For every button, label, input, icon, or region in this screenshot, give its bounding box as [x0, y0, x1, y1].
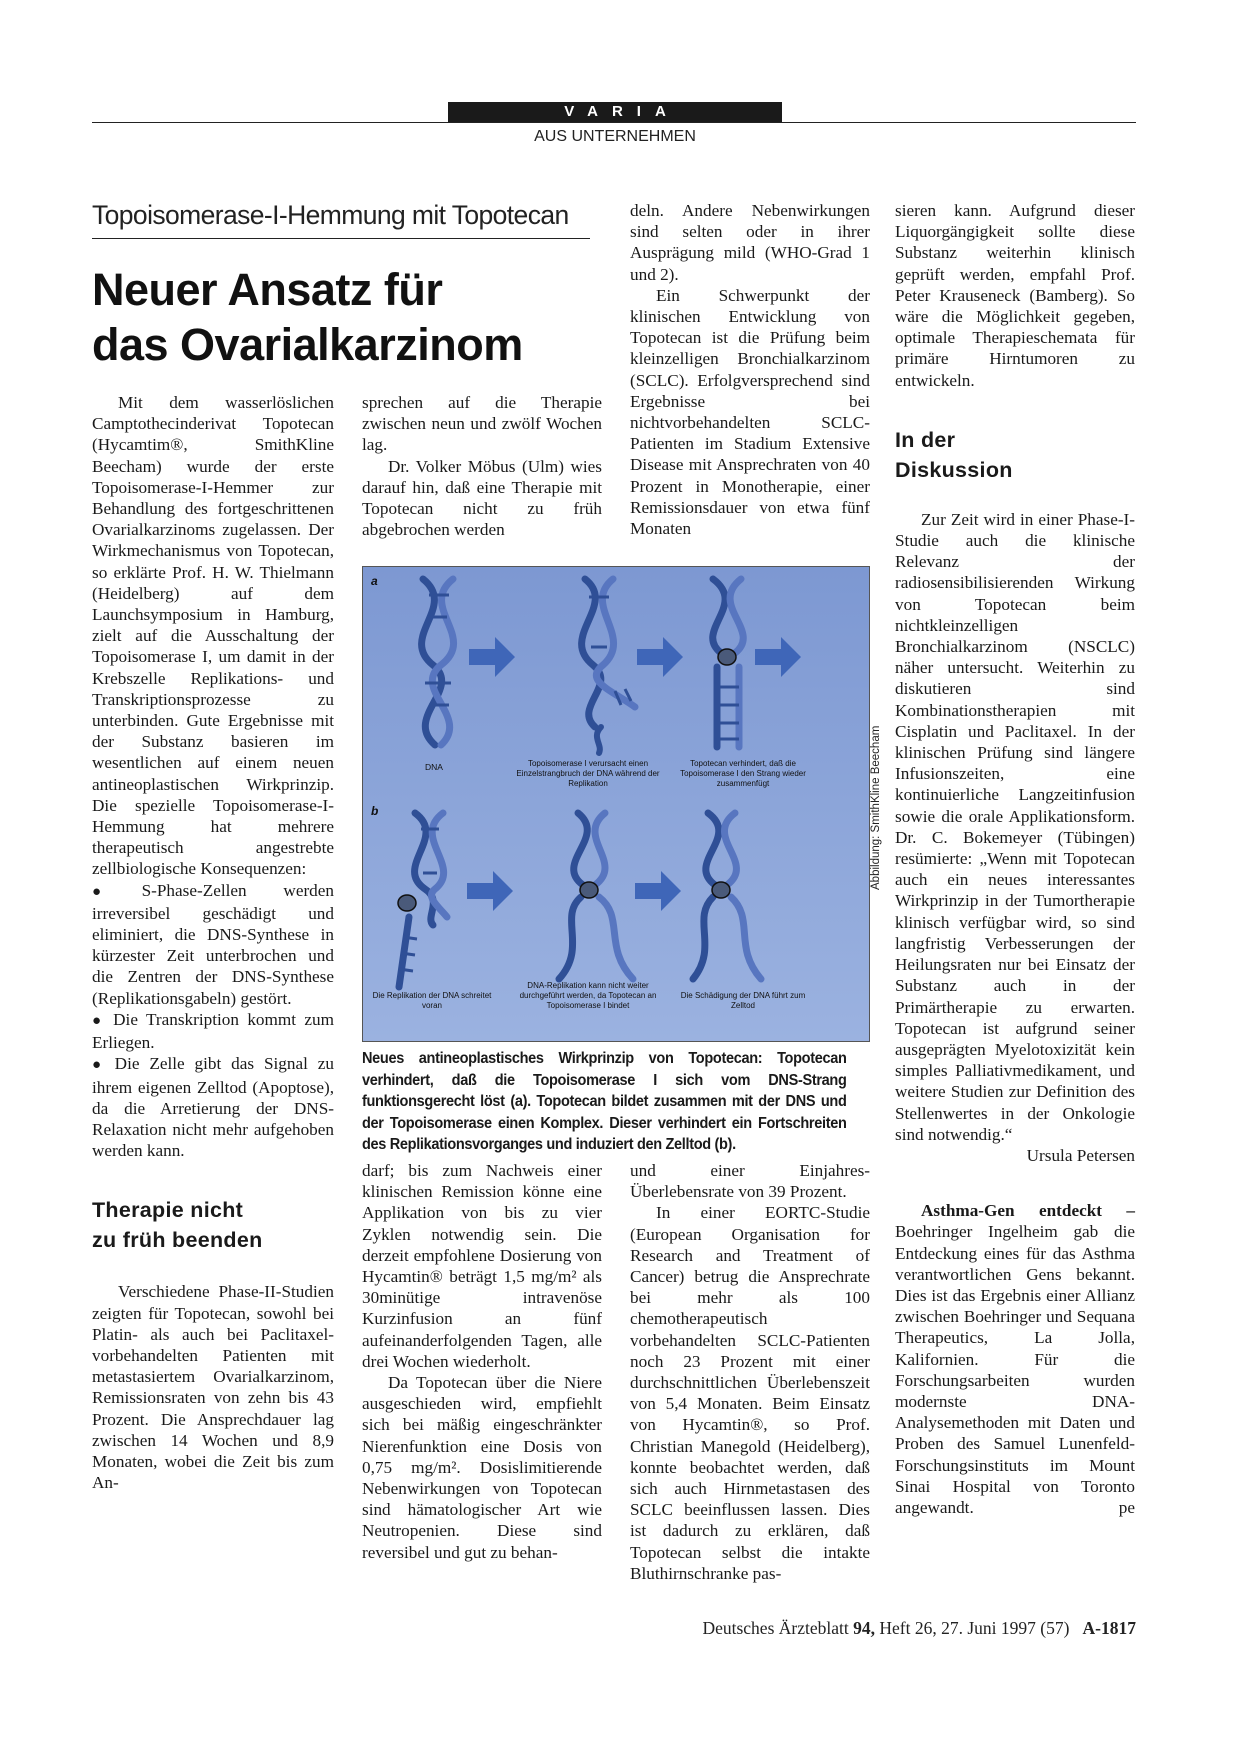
header-rule — [92, 122, 1136, 123]
figure-label-b1: Die Replikation der DNA schreitet voran — [372, 991, 492, 1010]
paragraph: deln. Andere Nebenwirkungen sind selten oder in ihrer Ausprägung mild (WHO-Grad 1 und 2). — [630, 201, 870, 284]
journal-name: Deutsches Ärzteblatt — [702, 1618, 849, 1638]
topoisomerase-icon — [712, 882, 730, 898]
figure-caption: Neues antineoplastisches Wirkprinzip von Topotecan: Topotecan verhindert, daß die Topoisomerase I sich vom DNS-Strang funktionsgerecht löst (a). Topotecan bildet zusammen mit der DNS und der Topoisomerase einen Komplex. Dieser verhindert ein Fortschreiten des Replikationsvorganges und induziert den Zelltod (b). — [362, 1050, 847, 1153]
paragraph: sprechen auf die Therapie zwischen neun und zwölf Wochen lag. — [362, 393, 602, 455]
headline-line-2: das Ovarialkarzinom — [92, 319, 523, 370]
subheading-diskussion — [895, 425, 1135, 485]
figure-label-b3: Die Schädigung der DNA führt zum Zelltod — [680, 991, 806, 1010]
paragraph: und einer Einjahres-Überlebensrate von 39 Prozent. — [630, 1161, 870, 1202]
page-number: A-1817 — [1082, 1618, 1136, 1638]
topoisomerase-icon — [580, 882, 598, 898]
subheading-therapie — [92, 1195, 334, 1255]
journal-issue: Heft 26, 27. Juni 1997 (57) — [879, 1618, 1070, 1638]
subsection-label: AUS UNTERNEHMEN — [534, 128, 696, 145]
panel-a-label: a — [371, 574, 378, 588]
bullet-text: S-Phase-Zellen werden irreversibel geschädigt und eliminiert, die DNS-Synthese in kürzester Zeit unterbrochen und die Zentren der DNS-Synthese (Replikationsgabeln) gestört. — [92, 880, 334, 1008]
figure-label-b2: DNA-Replikation kann nicht weiter durchgeführt werden, da Topotecan an Topoisomerase I bindet — [519, 981, 657, 1010]
kicker-rule — [92, 238, 590, 239]
figure-label-box — [673, 991, 813, 1031]
figure-label-box — [513, 759, 663, 799]
bullet-text: Die Zelle gibt das Signal zu ihrem eigenen Zelltod (Apoptose), da die Arretierung der DNS-Relaxation nicht mehr aufgehoben werden kann. — [92, 1054, 335, 1161]
text-column-4 — [895, 200, 1135, 1518]
bullet-text: Die Transkription kommt zum Erliegen. — [92, 1009, 334, 1053]
subheading-line: zu früh beenden — [92, 1228, 263, 1253]
dna-illustration — [363, 567, 869, 1041]
paragraph: darf; bis zum Nachweis einer klinischen Remission könne eine Applikation von bis zu vier Zyklen notwendig sein. Die derzeit empfohlene Dosierung von Hycamtin® beträgt 1,5 mg/m² als 30minütige intravenöse Kurzinfusion an fünf aufeinanderfolgenden Tagen, alle drei Wochen wiederholt. — [362, 1161, 602, 1371]
text-column-2-bottom — [362, 1160, 602, 1563]
paragraph — [895, 509, 1135, 1165]
subheading-line: In der — [895, 427, 956, 452]
subheading-line: Therapie nicht — [92, 1198, 244, 1223]
topoisomerase-icon — [718, 649, 736, 665]
journal-volume: 94, — [853, 1618, 875, 1638]
paragraph-text: Zur Zeit wird in einer Phase-I-Studie auch die klinische Relevanz der radiosensibilisierenden Wirkung von Topotecan beim nichtkleinzelligen Bronchialkarzinom (NSCLC) näher untersucht. Weiterhin zu diskutieren sind Kombinationstherapien mit Cisplatin und Paclitaxel. In der klinischen Prüfung sind längere Infusionszeiten, eine kontinuierliche Langzeitinfusion sowie die orale Applikationsform. Dr. C. Bokemeyer (Tübingen) resümierte: „Wenn mit Topotecan auch ein neues interessantes Wirkprinzip in der Tumortherapie klinisch verfügbar wird, so sind langfristig Verbesserungen der Heilungsraten nur bei Einsatz der Substanz auch in der Primärtherapie zu erwarten. Topotecan ist aufgrund seiner ausgeprägten Myelotoxizität kein simples Palliativmedikament, und weitere Studien zur Definition des Stellenwertes in der Onkologie sind notwendig.“ — [895, 509, 1135, 1144]
figure-label-box — [367, 991, 497, 1031]
bullet-item — [92, 1009, 334, 1053]
mechanism-figure — [362, 566, 870, 1042]
paragraph: In einer EORTC-Studie (European Organisation for Research and Treatment of Cancer) betrug die Ansprechrate bei mehr als 100 chemotherapeutisch vorbehandelten SCLC-Patienten noch 23 Prozent mit einer durchschnittlichen Überlebenszeit von 5,4 Monaten. Beim Einsatz von Hycamtin®, so Prof. Christian Manegold (Heidelberg), konnte beobachtet werden, daß sich auch Hirnmetastasen des SCLC beeinflussen lassen. Dies ist dadurch zu erklären, daß Topotecan selbst die intakte Bluthirnschranke pas- — [630, 1203, 870, 1583]
news-sign: pe — [1118, 1497, 1135, 1517]
paragraph: Dr. Volker Möbus (Ulm) wies darauf hin, daß eine Therapie mit Topotecan nicht zu früh abgebrochen werden — [362, 456, 602, 540]
figure-credit: Abbildung: SmithKline Beecham — [870, 725, 882, 890]
news-title: Asthma-Gen entdeckt – — [921, 1201, 1135, 1221]
author-name: Ursula Petersen — [1026, 1145, 1135, 1165]
paragraph: sieren kann. Aufgrund dieser Liquorgängigkeit sollte diese Substanz weiterhin klinisch geprüft werden, empfahl Prof. Peter Krauseneck (Bamberg). So wäre die Möglichkeit gegeben, optimale Therapieschemata für primäre Hirntumoren zu entwickeln. — [895, 201, 1135, 390]
news-item — [895, 1200, 1135, 1518]
text-column-3-bottom — [630, 1160, 870, 1584]
text-column-2-top — [362, 392, 602, 540]
subheading-line: Diskussion — [895, 457, 1013, 482]
figure-label-box — [513, 981, 663, 1021]
paragraph: Da Topotecan über die Niere ausgeschieden wird, empfiehlt sich bei mäßig eingeschränkter Nierenfunktion eine Dosis von 0,75 mg/m². Dosislimitierende Nebenwirkungen von Topotecan sind hämatologischer Art wie Neutropenien. Diese sind reversibel und gut zu behan- — [362, 1373, 602, 1562]
text-column-1 — [92, 392, 334, 1493]
figure-label-dna: DNA — [425, 762, 443, 772]
paragraph: Ein Schwerpunkt der klinischen Entwicklung von Topotecan ist die Prüfung beim kleinzelligen Bronchialkarzinom (SCLC). Erfolgversprechend sind Ergebnisse bei nichtvorbehandelten SCLC-Patienten im Stadium Extensive Disease mit Ansprechraten von 40 Prozent in Monotherapie, einer Remissionsdauer von etwa fünf Monaten — [630, 285, 870, 539]
paragraph: Mit dem wasserlöslichen Camptothecinderivat Topotecan (Hycamtim®, SmithKline Beecham) wurde der erste Topoisomerase-I-Hemmer zur Behandlung des fortgeschrittenen Ovarialkarzinoms zugelassen. Der Wirkmechanismus von Topotecan, so erklärte Prof. H. W. Thielmann (Heidelberg) auf dem Launchsymposium in Hamburg, zielt auf die Ausschaltung der Topoisomerase I, um damit in der Krebszelle Replikations- und Transkriptionsprozesse zu unterbinden. Gute Ergebnisse mit der Substanz basieren im wesentlichen auf einem neuen antineoplastischen Wirkprinzip. Die spezielle Topoisomerase-I-Hemmung hat mehrere therapeutisch angestrebte zellbiologische Konsequenzen: — [92, 393, 334, 879]
article-kicker: Topoisomerase-I-Hemmung mit Topotecan — [92, 200, 569, 230]
figure-label-a3: Topotecan verhindert, daß die Topoisomerase I den Strang wieder zusammenfügt — [680, 759, 806, 788]
figure-label-box — [673, 759, 813, 799]
paragraph: Verschiedene Phase-II-Studien zeigten für Topotecan, sowohl bei Platin- als auch bei Paclitaxel-vorbehandelten Patienten mit metastasiertem Ovarialkarzinom, Remissionsraten von zehn bis 43 Prozent. Die Ansprechdauer lag zwischen 14 Wochen und 8,9 Monaten, wobei die Zeit bis zum An- — [92, 1282, 334, 1493]
page-footer — [600, 1618, 1136, 1639]
bullet-item — [92, 880, 334, 1009]
bullet-item — [92, 1053, 334, 1161]
headline-line-1: Neuer Ansatz für — [92, 264, 443, 315]
news-body: Boehringer Ingelheim gab die Entdeckung eines für das Asthma verantwortlichen Gens bekannt. Dies ist das Ergebnis einer Allianz zwischen Boehringer und Sequana Therapeutics, La Jolla, Kalifornien. Für die Forschungsarbeiten wurden modernste DNA-Analysemethoden mit Daten und Proben des Samuel Lunenfeld-Forschungsinstituts im Mount Sinai Hospital von Toronto angewandt. — [895, 1222, 1135, 1517]
figure-label-a2: Topoisomerase I verursacht einen Einzelstrangbruch der DNA während der Replikation — [516, 759, 660, 788]
article-headline — [92, 262, 602, 372]
section-label: VARIA — [448, 102, 782, 122]
text-column-3-top — [630, 200, 870, 539]
panel-b-label: b — [371, 804, 379, 818]
topoisomerase-icon — [398, 895, 416, 911]
